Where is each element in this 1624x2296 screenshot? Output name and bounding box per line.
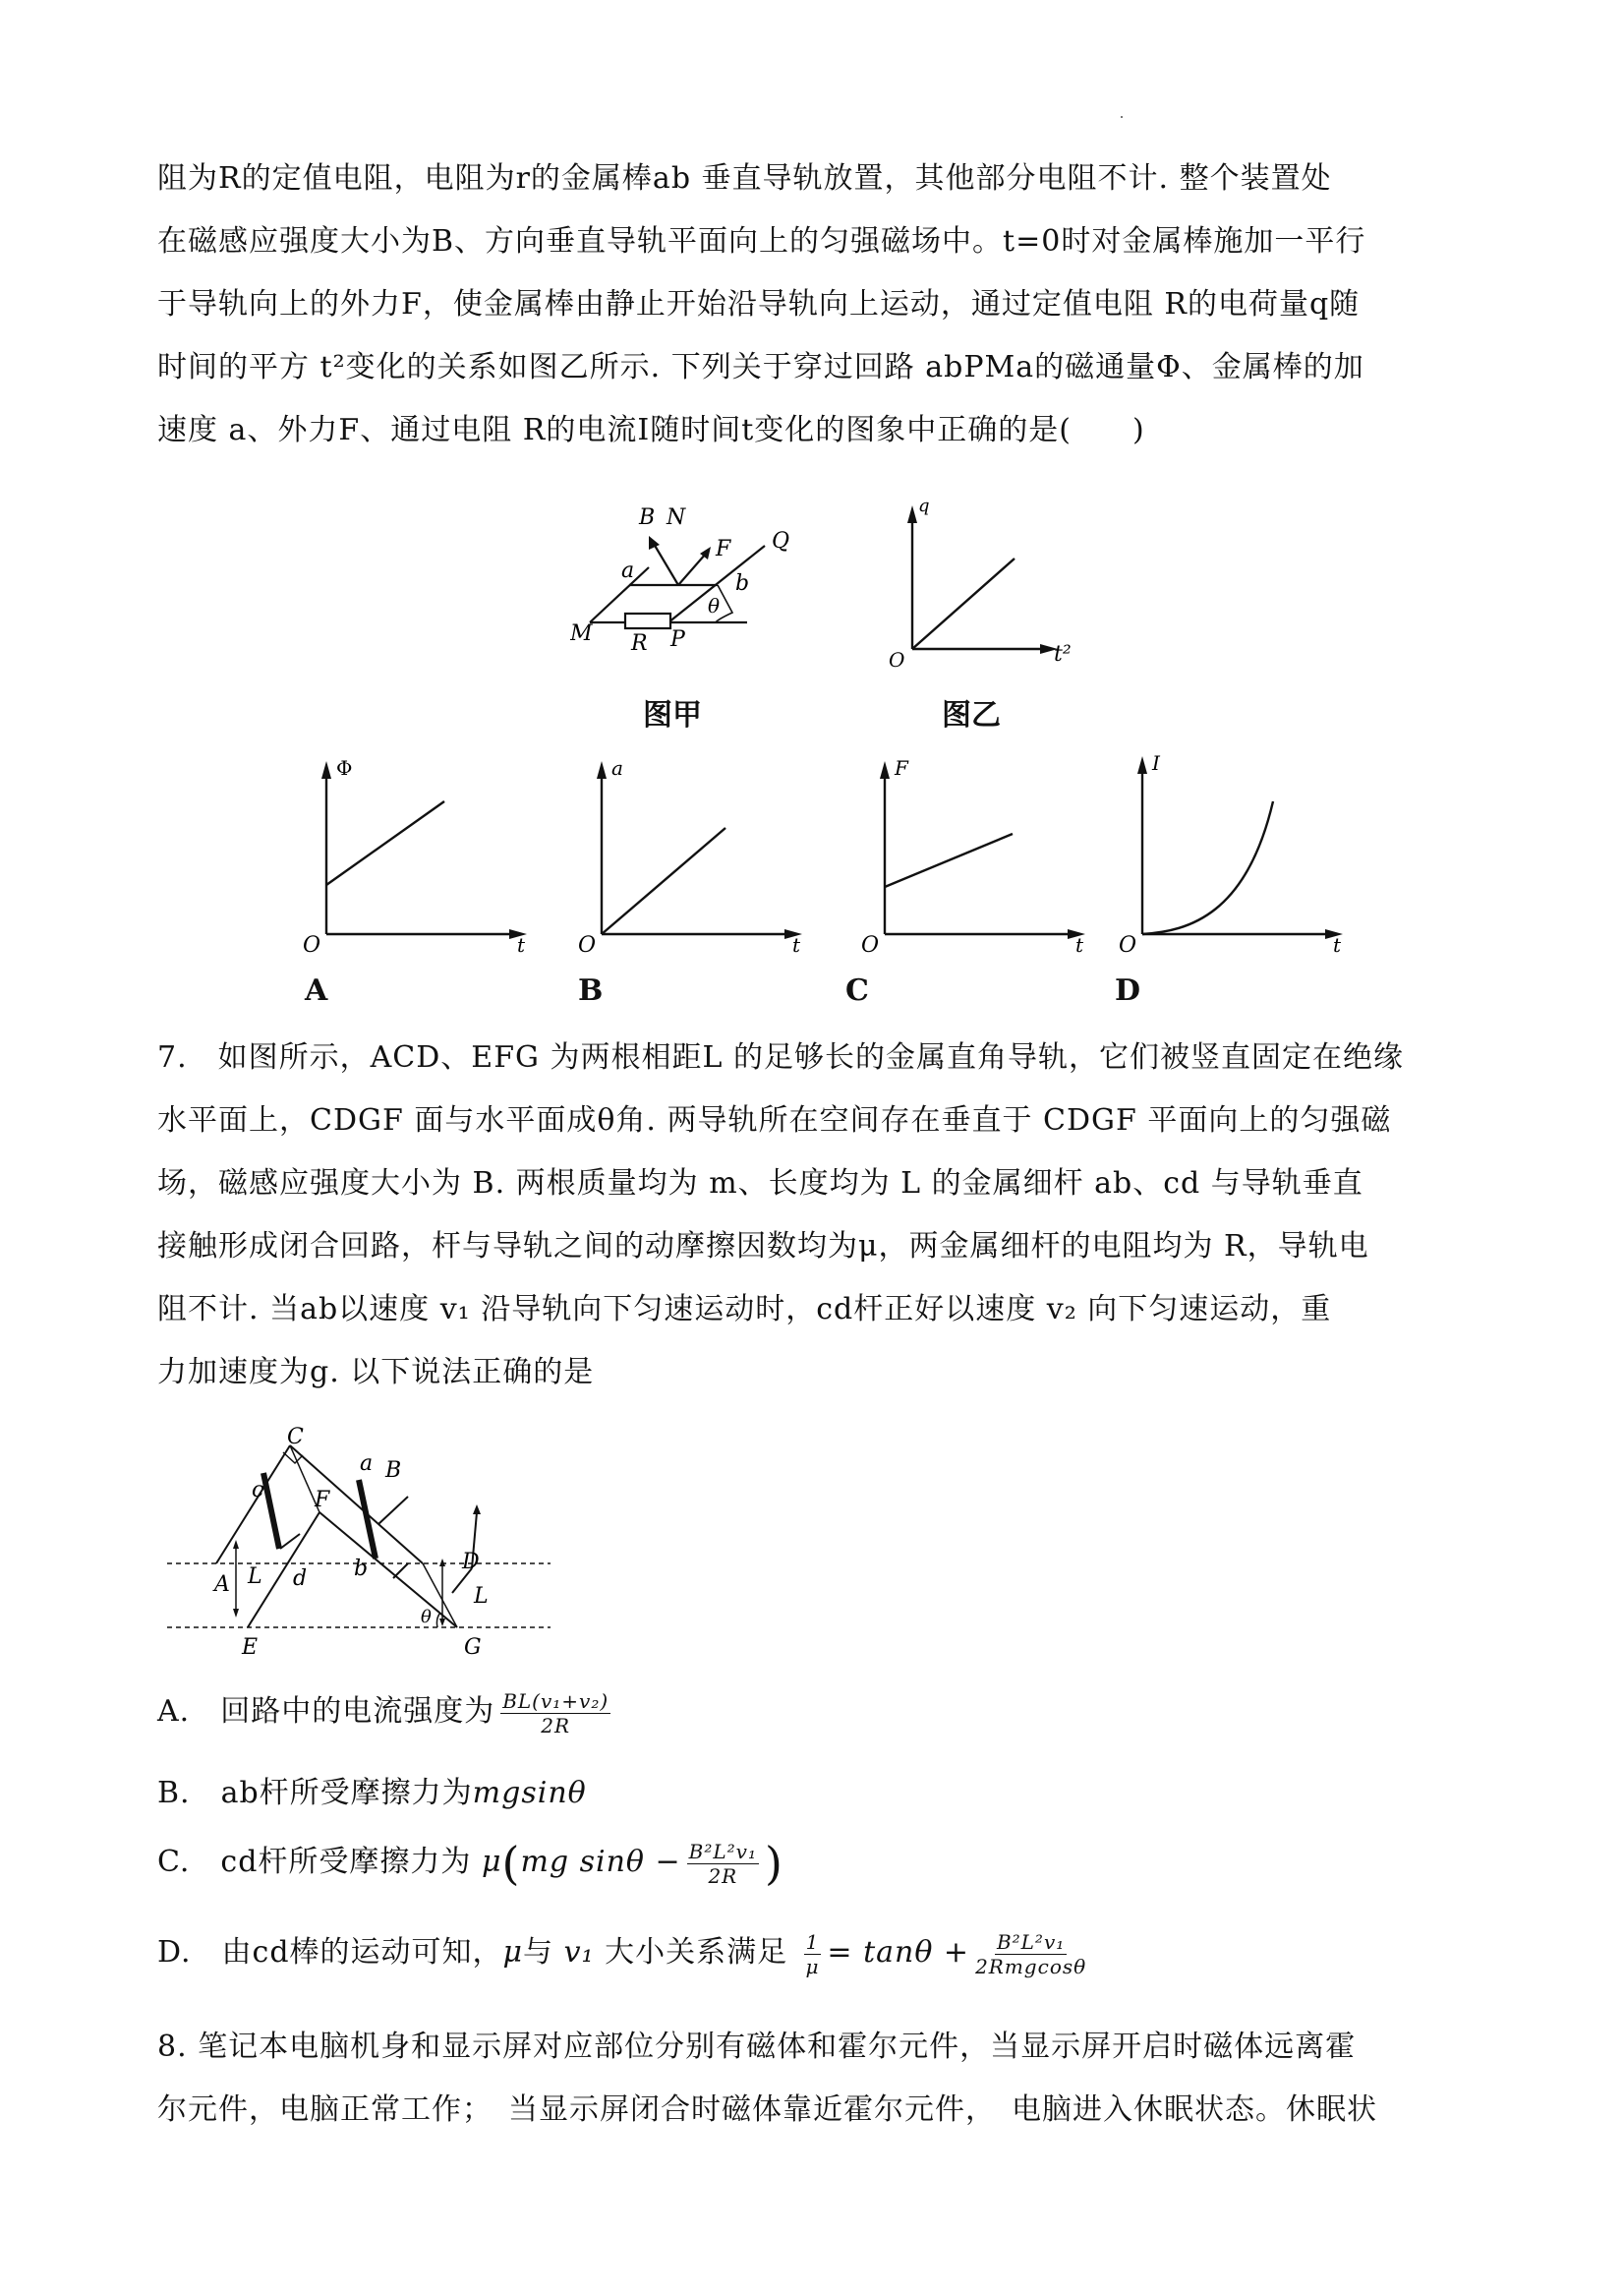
q7-option-a-den: 2R — [541, 1713, 571, 1737]
q7-option-d — [157, 1927, 1092, 1978]
q7-line-2: 水平面上，CDGF 面与水平面成θ角. 两导轨所在空间存在垂直于 CDGF 平面向上的匀强磁 — [157, 1103, 1392, 1138]
q7-rails-figure — [157, 1426, 570, 1681]
graph-c-letter: C — [845, 973, 869, 1008]
q7-option-c-num: B²L²v₁ — [688, 1839, 758, 1863]
q7-fig-label-D: D — [462, 1550, 480, 1574]
q7-option-a — [157, 1686, 616, 1737]
q7-option-c-mu: μ — [481, 1845, 502, 1879]
figure-jia-caption: 图甲 — [643, 698, 702, 733]
fig-yi-ylabel: q — [918, 496, 930, 516]
q8-line-1: 8. 笔记本电脑机身和显示屏对应部位分别有磁体和霍尔元件，当显示屏开启时磁体远离霍 — [157, 2030, 1357, 2064]
q7-option-d-mu: μ — [502, 1935, 524, 1970]
q7-option-d-den2: 2Rmgcosθ — [975, 1954, 1087, 1978]
fig-jia-label-B: B — [639, 505, 656, 530]
q7-option-d-mid2: 大小关系满足 — [605, 1935, 788, 1970]
q7-fig-label-C: C — [287, 1426, 304, 1449]
q6-line-3: 于导轨向上的外力F，使金属棒由静止开始沿导轨向上运动，通过定值电阻 R的电荷量q随 — [157, 287, 1361, 322]
q7-option-b-text: B. ab杆所受摩擦力为 — [157, 1776, 473, 1810]
q8-line-2: 尔元件，电脑正常工作； 当显示屏闭合时磁体靠近霍尔元件， 电脑进入休眠状态。休眠状 — [157, 2092, 1377, 2127]
graph-a-ylabel: Φ — [336, 756, 353, 780]
q6-paragraph — [157, 147, 1484, 462]
q6-line-4: 时间的平方 t²变化的关系如图乙所示. 下列关于穿过回路 abPMa的磁通量Φ、金属棒的加 — [157, 350, 1364, 384]
q7-option-a-text: A. 回路中的电流强度为 — [157, 1694, 495, 1729]
q7-fig-label-L1: L — [248, 1564, 262, 1589]
fig-jia-label-F: F — [716, 537, 731, 561]
q7-option-d-text: D. 由cd棒的运动可知， — [157, 1935, 503, 1970]
graph-c-f-vs-t — [853, 747, 1099, 964]
q7-line-4: 接触形成闭合回路，杆与导轨之间的动摩擦因数均为μ，两金属细杆的电阻均为 R，导轨电 — [157, 1229, 1369, 1264]
q7-fig-label-theta: θ — [421, 1607, 432, 1627]
q8-paragraph — [157, 2016, 1484, 2142]
q7-fig-label-A: A — [214, 1572, 230, 1597]
q7-fig-label-b: b — [354, 1557, 369, 1581]
graph-a-origin: O — [303, 933, 321, 958]
graph-b-ylabel: a — [611, 756, 623, 780]
fig-jia-label-N: N — [667, 505, 686, 530]
q7-paragraph — [157, 1027, 1484, 1404]
graph-d-origin: O — [1119, 933, 1137, 958]
q7-option-c-den: 2R — [708, 1863, 738, 1888]
q7-option-d-mid: 与 — [523, 1935, 554, 1970]
q7-option-d-v: v₁ — [563, 1935, 595, 1970]
graph-d-ylabel: I — [1152, 751, 1160, 775]
q7-option-d-num2: B²L²v₁ — [996, 1929, 1066, 1954]
graph-a-letter: A — [305, 973, 328, 1008]
graph-b-xlabel: t — [792, 933, 801, 957]
figure-jia-rails-diagram — [570, 497, 806, 693]
fig-jia-label-M: M — [570, 621, 593, 646]
figure-yi-caption: 图乙 — [942, 698, 1001, 733]
q7-fig-label-L2: L — [474, 1584, 489, 1609]
q7-fig-label-B: B — [385, 1458, 402, 1483]
q7-fig-label-E: E — [242, 1635, 259, 1660]
q7-option-a-num: BL(v₁+v₂) — [502, 1688, 609, 1713]
q7-option-b-expr: mgsinθ — [472, 1776, 587, 1810]
fig-jia-label-R: R — [631, 631, 648, 656]
q7-option-d-num1: 1 — [805, 1929, 820, 1954]
graph-d-xlabel: t — [1333, 933, 1342, 957]
q7-fig-label-d: d — [293, 1566, 308, 1591]
q7-fig-label-F: F — [315, 1488, 330, 1512]
graph-b-letter: B — [578, 973, 604, 1008]
q7-option-d-eq: = tanθ + — [827, 1935, 970, 1970]
graph-d-i-vs-t — [1111, 742, 1357, 964]
q7-line-1: 7. 如图所示，ACD、EFG 为两根相距L 的足够长的金属直角导轨，它们被竖直固定在绝缘 — [157, 1040, 1404, 1075]
fig-jia-label-P: P — [670, 627, 685, 652]
graph-b-a-vs-t — [570, 747, 816, 964]
q7-option-d-fraction-2 — [975, 1930, 1086, 1978]
q7-fig-label-a: a — [360, 1451, 374, 1476]
figure-yi-q-vs-t2-graph — [885, 492, 1121, 688]
q7-option-d-den1: μ — [805, 1954, 820, 1978]
fig-yi-xlabel: t² — [1054, 642, 1072, 667]
q7-option-b — [157, 1768, 587, 1811]
q7-option-d-fraction-1 — [804, 1930, 822, 1978]
q6-line-2: 在磁感应强度大小为B、方向垂直导轨平面向上的匀强磁场中。t=0时对金属棒施加一平行 — [157, 224, 1366, 259]
fig-yi-origin: O — [889, 648, 905, 672]
graph-a-xlabel: t — [517, 933, 526, 957]
q7-option-a-fraction — [500, 1689, 610, 1737]
fig-jia-label-Q: Q — [772, 529, 790, 554]
q7-option-c-fraction — [687, 1840, 759, 1888]
q7-option-c-text: C. cd杆所受摩擦力为 — [157, 1845, 472, 1879]
q7-line-6: 力加速度为g. 以下说法正确的是 — [157, 1355, 595, 1389]
graph-b-origin: O — [578, 933, 597, 958]
q7-fig-label-c: c — [252, 1478, 264, 1502]
fig-jia-label-a: a — [621, 559, 635, 583]
q6-line-1: 阻为R的定值电阻，电阻为r的金属棒ab 垂直导轨放置，其他部分电阻不计. 整个装置处 — [157, 161, 1332, 196]
fig-jia-label-theta: θ — [708, 594, 721, 618]
graph-c-xlabel: t — [1075, 933, 1084, 957]
fig-jia-label-b: b — [735, 571, 750, 596]
q6-line-5: 速度 a、外力F、通过电阻 R的电流I随时间t变化的图象中正确的是( ) — [157, 413, 1145, 447]
graph-c-origin: O — [861, 933, 880, 958]
q7-option-c: C. cd杆所受摩擦力为 μ(mg sinθ − $\frac{\text{B²L²v₁}}{2R}$ ) — [157, 1837, 783, 1890]
graph-d-letter: D — [1115, 973, 1141, 1008]
graph-a-phi-vs-t — [295, 747, 541, 964]
q7-option-c-expr: mg sinθ − — [520, 1845, 681, 1879]
q7-fig-label-G: G — [464, 1635, 482, 1660]
scan-dot — [1121, 116, 1123, 118]
q7-line-3: 场，磁感应强度大小为 B. 两根质量均为 m、长度均为 L 的金属细杆 ab、cd 与导轨垂直 — [157, 1166, 1363, 1201]
q7-line-5: 阻不计. 当ab以速度 v₁ 沿导轨向下匀速运动时，cd杆正好以速度 v₂ 向下匀速运动，重 — [157, 1292, 1332, 1326]
graph-c-ylabel: F — [895, 756, 908, 780]
